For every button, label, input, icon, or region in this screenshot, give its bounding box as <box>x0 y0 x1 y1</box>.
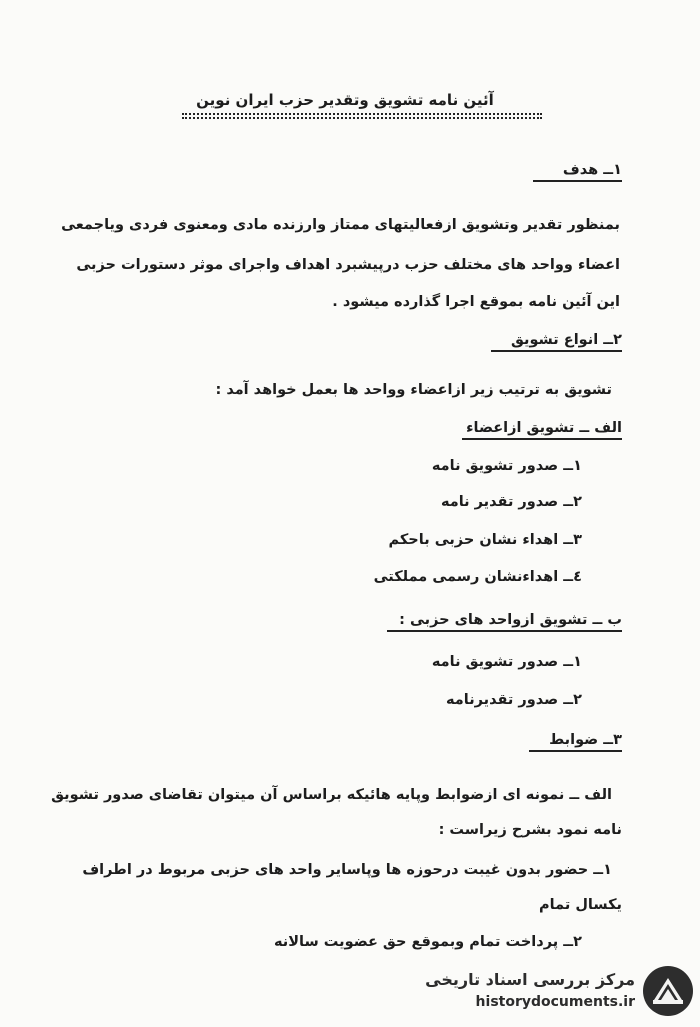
list-item: ۲ــ صدور تقدیرنامه <box>446 692 582 708</box>
section-3-paragraph-line-1: الف ــ نمونه ای ازضوابط وپایه هائیکه براساس آن میتوان تقاضای صدور تشویق <box>51 787 612 803</box>
section-1-paragraph-line-3: این آئین نامه بموقع اجرا گذارده میشود . <box>332 294 620 310</box>
list-item: ۱ــ صدور تشویق نامه <box>431 458 582 474</box>
section-2-heading-text: ۲ــ انواع تشویق <box>491 332 622 352</box>
watermark <box>420 960 695 1022</box>
section-2b-heading-text: ب ــ تشویق ازواحد های حزبی : <box>387 612 622 632</box>
section-3-heading-text: ۳ــ ضوابط <box>529 732 622 752</box>
watermark-text <box>425 969 635 1013</box>
section-1-paragraph-line-2: اعضاء وواحد های مختلف حزب درپیشبرد اهداف واجرای موثر دستورات حزبی <box>76 257 620 273</box>
section-1-paragraph-line-1: بمنظور تقدیر وتشویق ازفعالیتهای ممتاز وارزنده مادی ومعنوی فردی ویاجمعی <box>61 217 620 233</box>
list-item: ۲ــ صدور تقدیر نامه <box>440 494 582 510</box>
section-2a-heading-text: الف ــ تشویق ازاعضاء <box>462 420 622 440</box>
list-item: ٤ــ اهداءنشان رسمی مملکتی <box>373 569 582 585</box>
watermark-url: historydocuments.ir <box>475 994 635 1010</box>
section-3-item-1-line-1: ۱ــ حضور بدون غیبت درحوزه ها وپاسایر واحد های حزبی مربوط در اطراف <box>82 862 612 878</box>
list-item: ۱ــ صدور تشویق نامه <box>431 654 582 670</box>
title-rule-2 <box>182 117 542 119</box>
watermark-name: مرکز بررسی اسناد تاریخی <box>425 970 635 989</box>
section-2b-heading <box>387 610 622 630</box>
section-3-heading <box>529 730 622 750</box>
document-title: آئین نامه تشویق وتقدیر حزب ایران نوین <box>196 91 494 109</box>
section-3-paragraph-line-2: نامه نمود بشرح زیراست : <box>438 822 622 838</box>
section-3-item-1-line-2-text: یکسال تمام <box>539 897 622 913</box>
book-logo-icon <box>641 964 695 1018</box>
section-3-item-2: ۲ــ پرداخت تمام وبموقع حق عضویت سالانه <box>274 934 582 950</box>
section-1-heading <box>533 160 622 180</box>
title-rule <box>182 113 542 115</box>
section-2a-heading <box>462 418 622 438</box>
list-item: ۳ــ اهداء نشان حزبی باحکم <box>388 532 582 548</box>
section-3-item-1-line-2 <box>539 895 622 915</box>
section-2-heading <box>491 330 622 350</box>
section-2-intro: تشویق به ترتیب زیر ازاعضاء وواحد ها بعمل خواهد آمد : <box>215 382 612 398</box>
section-1-heading-text: ۱ــ هدف <box>533 162 622 182</box>
